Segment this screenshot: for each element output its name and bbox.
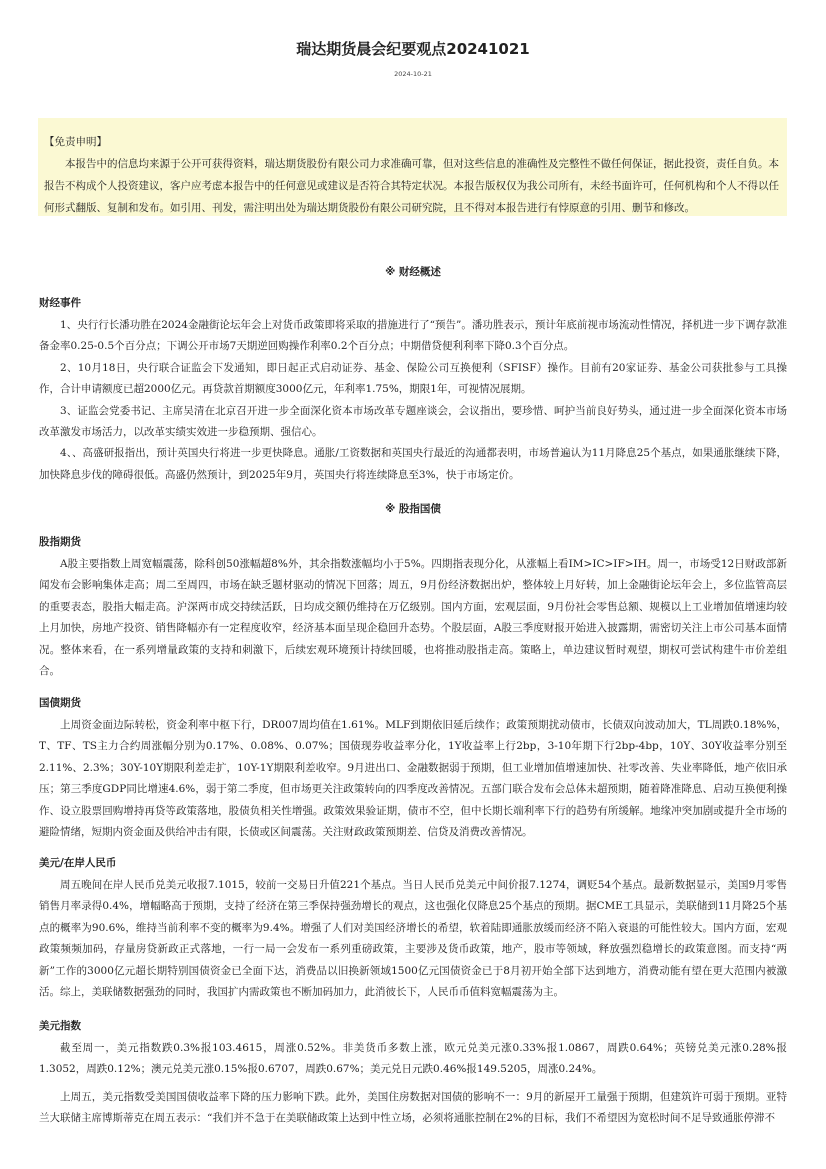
- treasury-block: [39, 694, 787, 843]
- stock-index-title: 股指期货: [39, 536, 81, 548]
- finance-event-item: 1、央行行长潘功胜在2024金融街论坛年会上对货币政策即将采取的措施进行了“预告”。潘功胜表示，预计年底前视市场流动性情况，择机进一步下调存款准备金率0.25-0.5个百分点；下调公开市场7天期逆回购操作利率0.2个百分点；中期借贷便利利率下降0.3个百分点。: [39, 319, 787, 353]
- report-date: 2024-10-21: [394, 70, 432, 78]
- usd-index-title: 美元指数: [39, 1020, 81, 1032]
- stock-index-text: A股主要指数上周宽幅震荡，除科创50涨幅超8%外，其余指数涨幅均小于5%。四期指表现分化，从涨幅上看IM>IC>IF>IH。周一，市场受12日财政部新闻发布会影响集体走高；周二至周四，市场在缺乏题材驱动的情况下回落；周五，9月份经济数据出炉，整体较上月好转，加上金融街论坛年会上，多位监管高层的重要表态，股指大幅走高。沪深两市成交持续活跃，日均成交额仍维持在万亿级别。国内方面，宏观层面，9月份社会零售总额、规模以上工业增加值增速均较上月加快，房地产投资、销售降幅亦有一定程度收窄，经济基本面呈现企稳回升态势。个股层面，A股三季度财报开始进入披露期，需密切关注上市公司基本面情况。整体来看，在一系列增量政策的支持和刺激下，后续宏观环境预计持续回暖，也将推动股指走高。策略上，单边建议暂时观望，期权可尝试构建牛市价差组合。: [39, 558, 787, 678]
- finance-events-block: [39, 294, 787, 486]
- finance-events-title: 财经事件: [39, 297, 81, 309]
- disclaimer-heading: 【免责申明】: [44, 136, 107, 148]
- usd-cny-title: 美元/在岸人民币: [39, 857, 117, 869]
- equity-bonds-heading: ※ 股指国债: [385, 503, 441, 515]
- disclaimer-text: 本报告中的信息均来源于公开可获得资料，瑞达期货股份有限公司力求准确可靠，但对这些信息的准确性及完整性不做任何保证，据此投资，责任自负。本报告不构成个人投资建议，客户应考虑本报告中的任何意见或建议是否符合其特定状况。本报告版权仅为我公司所有，未经书面许可，任何机构和个人不得以任何形式翻版、复制和发布。如引用、刊发，需注明出处为瑞达期货股份有限公司研究院，且不得对本报告进行有悖原意的引用、删节和修改。: [44, 158, 779, 214]
- page-title: 瑞达期货晨会纪要观点20241021: [296, 40, 530, 58]
- stock-index-block: [39, 533, 787, 682]
- usd-cny-text: 周五晚间在岸人民币兑美元收报7.1015，较前一交易日升值221个基点。当日人民币兑美元中间价报7.1274，调贬54个基点。最新数据显示，美国9月零售销售月率录得0.4%，增幅略高于预期，支持了经济在第三季保持强劲增长的观点，这也强化仅降息25个基点的预期。据CME工具显示，美联储到11月降25个基点的概率为90.6%，维持当前利率不变的概率为9.4%。增强了人们对美国经济增长的希望，软着陆即通胀放缓而经济不陷入衰退的可能性较大。国内方面，宏观政策频频加码，存量房贷新政正式落地，一行一局一会发布一系列重磅政策，主要涉及货币政策，地产，股市等领域，释放强烈稳增长的政策意图。而支持“两新”工作的3000亿元超长期特别国债资金已全面下达，消费品以旧换新领域1500亿元国债资金已于8月初开始全部下达到地方，消费动能有望在更大范围内被激活。综上，美联储数据强劲的同时，我国扩内需政策也不断加码加力，此消彼长下，人民币币值料宽幅震荡为主。: [39, 879, 787, 999]
- treasury-title: 国债期货: [39, 697, 81, 709]
- finance-event-item: 3、证监会党委书记、主席吴清在北京召开进一步全面深化资本市场改革专题座谈会，会议指出，要珍惜、呵护当前良好势头，通过进一步全面深化资本市场改革激发市场活力，以改革实绩实效进一步稳预期、强信心。: [39, 404, 787, 439]
- usd-index-paragraph: 截至周一，美元指数跌0.3%报103.4615，周涨0.52%。非美货币多数上涨，欧元兑美元涨0.33%报1.0867，周跌0.64%；英镑兑美元涨0.28%报1.3052，周跌0.12%；澳元兑美元涨0.15%报0.6707，周跌0.67%；美元兑日元跌0.46%报149.5205，周涨0.24%。: [39, 1042, 787, 1076]
- finance-event-item: 2、10月18日，央行联合证监会下发通知，即日起正式启动证券、基金、保险公司互换便利（SFISF）操作。目前有20家证券、基金公司获批参与工具操作，合计申请额度已超2000亿元。再贷款首期额度3000亿元，年利率1.75%，期限1年，可视情况展期。: [39, 361, 787, 396]
- treasury-text: 上周资金面边际转松，资金利率中枢下行，DR007周均值在1.61%。MLF到期依旧延后续作；政策预期扰动债市，长债双向波动加大，TL周跌0.18%%，T、TF、TS主力合约周涨幅分别为0.17%、0.08%、0.07%；国债现券收益率分化，1Y收益率上行2bp，3-10年期下行2bp-4bp，10Y、30Y收益率分别至2.11%、2.3%；30Y-10Y期限利差走扩，10Y-1Y期限利差收窄。9月进出口、金融数据弱于预期，但工业增加值增速加快、社零改善、失业率降低，地产依旧承压；第三季度GDP同比增速4.6%，弱于第二季度，但市场更关注政策转向的四季度改善情况。五部门联合发布会总体未超预期，随着降准降息、启动互换便利操作、设立股票回购增持再贷等政策落地，股债负相关性增强。政策效果验证期，债市不空，但中长期长端利率下行的趋势有所缓解。地缘冲突加剧或提升全市场的避险情绪，短期内资金面及供给冲击有限，长债或区间震荡。关注财政政策预期差、信贷及消费改善情况。: [39, 719, 787, 839]
- usd-cny-block: [39, 854, 787, 1003]
- disclaimer-box: [38, 118, 787, 216]
- usd-index-paragraph: 上周五，美元指数受美国国债收益率下降的压力影响下跌。此外，美国住房数据对国债的影响不一：9月的新屋开工量强于预期，但建筑许可弱于预期。亚特兰大联储主席博斯蒂克在周五表示：“我们并不急于在美联储政策上达到中性立场，必须将通胀控制在2%的目标，我们不希望因为宽松时间不足导致通胀停滞不: [39, 1090, 787, 1125]
- usd-index-block: [39, 1017, 787, 1130]
- finance-event-item: 4、、高盛研报指出，预计英国央行将进一步更快降息。通胀/工资数据和英国央行最近的沟通都表明，市场普遍认为11月降息25个基点，如果通胀继续下降，加快降息步伐的障碍很低。高盛仍然预计，到2025年9月，英国央行将连续降息至3%，快于市场定价。: [39, 447, 787, 481]
- finance-overview-heading: ※ 财经概述: [385, 266, 441, 278]
